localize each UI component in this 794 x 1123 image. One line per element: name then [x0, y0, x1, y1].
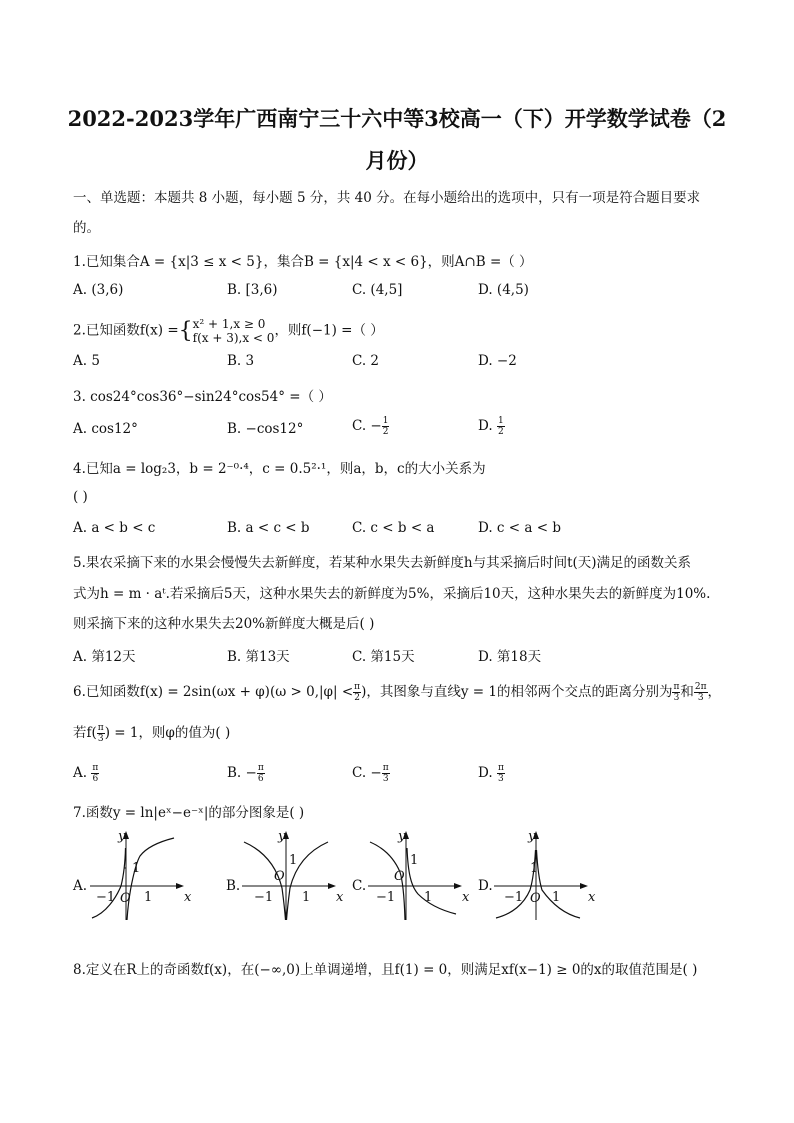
q7-c-x-label: x — [462, 890, 470, 905]
q4-stem: 4.已知a = log₂3，b = 2⁻⁰·⁴，c = 0.5²·¹，则a，b，c的大小关系为 — [73, 461, 486, 477]
q7-graph-d — [492, 828, 598, 922]
q2-case-2: f(x + 3),x < 0 — [192, 331, 275, 345]
q6-line-1: 6.已知函数f(x) = 2sin(ωx + φ)(ω > 0,|φ| < $\frac{\pi}{2}$ )，其图象与直线y = 1的相邻两个交点的距离分别为 $\frac{\pi}{3}$ 和 $\frac{2\pi}{3}$ ， — [73, 682, 722, 703]
q7-a-y-label: y — [118, 829, 126, 844]
q7-a-origin: O — [120, 891, 131, 906]
q3-stem: 3. cos24°cos36°−sin24°cos54° =（ ） — [73, 389, 332, 405]
q7-d-neg-one: −1 — [504, 890, 524, 905]
q5-line-3: 则采摘下来的这种水果失去20%新鲜度大概是后( ) — [73, 616, 375, 632]
q7-a-one-y: 1 — [132, 861, 141, 876]
q2-prefix: 2.已知函数f(x) = — [73, 322, 179, 339]
q2-option-a: A. 5 — [73, 353, 100, 369]
q2-option-c: C. 2 — [352, 353, 380, 369]
q1-option-b: B. [3,6) — [227, 282, 278, 298]
q4-option-b: B. a < c < b — [227, 520, 310, 536]
q7-stem: 7.函数y = ln|eˣ−e⁻ˣ|的部分图象是( ) — [73, 805, 305, 821]
q1-stem: 1.已知集合A = {x|3 ≤ x < 5}，集合B = {x|4 < x < 6}，则A∩B =（ ） — [73, 254, 533, 270]
q3-option-b: B. −cos12° — [227, 421, 304, 437]
q1-option-a: A. (3,6) — [73, 282, 124, 298]
q7-label-c: C. — [352, 878, 367, 894]
q7-graph-c — [366, 828, 472, 922]
q2-piecewise — [193, 317, 275, 345]
q2-option-b: B. 3 — [227, 353, 255, 369]
q5-option-b: B. 第13天 — [227, 649, 290, 665]
q7-b-y-label: y — [278, 829, 286, 844]
exam-title — [40, 98, 754, 182]
q4-option-c: C. c < b < a — [352, 520, 435, 536]
q7-a-x-label: x — [184, 890, 192, 905]
q7-graph-b — [240, 828, 346, 922]
q5-option-d: D. 第18天 — [478, 649, 542, 665]
q7-graph-a — [88, 828, 194, 922]
q2-brace: { — [178, 318, 193, 344]
q5-line-2: 式为h = m · aᵗ.若采摘后5天，这种水果失去的新鲜度为5%，采摘后10天，这种水果失去的新鲜度为10%. — [73, 586, 711, 602]
q6-frac-pi-2: $\frac{\pi}{2}$ — [354, 682, 361, 703]
q3-d-frac-num: 1 — [497, 416, 504, 426]
q7-b-x-label: x — [336, 890, 344, 905]
q7-b-one-x: 1 — [302, 890, 311, 905]
q6-option-a: A. $\frac{\pi}{6}$ — [73, 763, 99, 784]
q7-label-b: B. — [226, 878, 241, 894]
q6-frac-pi-3-b: $\frac{\pi}{3}$ — [97, 723, 104, 744]
q3-option-c: C. − $\frac{1}{2}$ — [352, 416, 389, 437]
q7-c-one-y: 1 — [410, 853, 419, 868]
q6-line-2: 若f( $\frac{\pi}{3}$ ) = 1，则φ的值为( ) — [73, 723, 231, 744]
q7-c-neg-one: −1 — [376, 890, 396, 905]
section-header-line-2: 的。 — [73, 220, 100, 236]
q1-option-c: C. (4,5] — [352, 282, 403, 298]
q7-label-d: D. — [478, 878, 493, 894]
q7-b-one-y: 1 — [289, 853, 298, 868]
q7-d-origin: O — [530, 891, 541, 906]
title-line-1: 2022-2023学年广西南宁三十六中等3校高一（下）开学数学试卷（2 — [67, 106, 727, 131]
q2-suffix: ，则f(−1) =（ ） — [274, 322, 384, 339]
q2-stem — [73, 317, 384, 345]
q7-d-x-label: x — [588, 890, 596, 905]
q3-c-frac-den: 2 — [382, 427, 389, 437]
q6-option-b: B. − $\frac{\pi}{6}$ — [227, 763, 264, 784]
q4-option-a: A. a < b < c — [73, 520, 156, 536]
q5-option-c: C. 第15天 — [352, 649, 415, 665]
q2-case-1: x² + 1,x ≥ 0 — [192, 317, 266, 331]
q7-d-one-y: 1 — [530, 861, 539, 876]
q7-b-neg-one: −1 — [254, 890, 274, 905]
q7-b-origin: O — [274, 869, 285, 884]
q6-option-d: D. $\frac{\pi}{3}$ — [478, 763, 504, 784]
q2-option-d: D. −2 — [478, 353, 517, 369]
q5-option-a: A. 第12天 — [73, 649, 136, 665]
q3-option-a: A. cos12° — [73, 421, 138, 437]
q3-option-d: D. $\frac{1}{2}$ — [478, 416, 504, 437]
q7-c-origin: O — [394, 869, 405, 884]
q6-option-c: C. − $\frac{\pi}{3}$ — [352, 763, 389, 784]
q7-a-one-x: 1 — [144, 890, 153, 905]
q6-frac-pi-3: $\frac{\pi}{3}$ — [673, 682, 680, 703]
q3-c-frac-num: 1 — [382, 416, 389, 426]
q7-label-a: A. — [73, 878, 88, 894]
q3-d-frac-den: 2 — [497, 427, 504, 437]
q5-line-1: 5.果农采摘下来的水果会慢慢失去新鲜度，若某种水果失去新鲜度h与其采摘后时间t(天)满足的函数关系 — [73, 555, 692, 571]
q4-option-d: D. c < a < b — [478, 520, 561, 536]
q8-stem: 8.定义在R上的奇函数f(x)，在(−∞,0)上单调递增，且f(1) = 0，则满足xf(x−1) ≥ 0的x的取值范围是( ) — [73, 962, 698, 978]
q7-c-one-x: 1 — [424, 890, 433, 905]
q7-c-y-label: y — [398, 829, 406, 844]
title-line-2: 月份） — [365, 148, 429, 173]
q1-option-d: D. (4,5) — [478, 282, 529, 298]
q4-blank: ( ) — [73, 489, 88, 505]
q7-a-neg-one: −1 — [96, 890, 116, 905]
q7-d-y-label: y — [528, 829, 536, 844]
q7-d-one-x: 1 — [552, 890, 561, 905]
q6-frac-2pi-3: $\frac{2\pi}{3}$ — [694, 682, 707, 703]
section-header-line-1: 一、单选题：本题共 8 小题，每小题 5 分，共 40 分。在每小题给出的选项中，只有一项是符合题目要求 — [73, 190, 701, 206]
